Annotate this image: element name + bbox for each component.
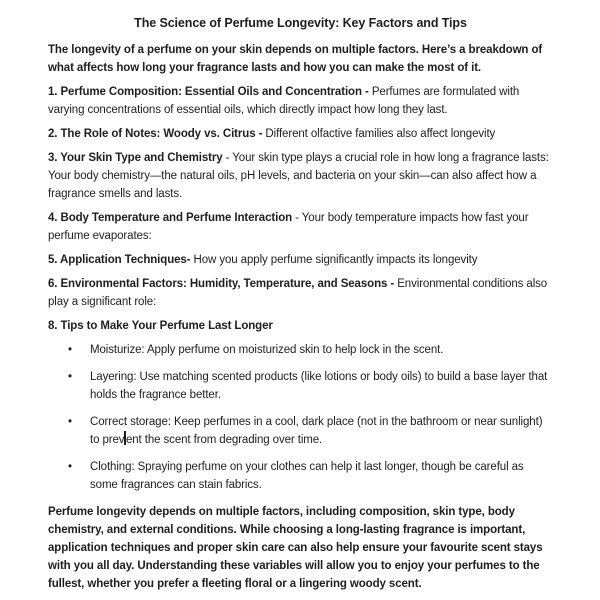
section-4-body: - Your body temperature impacts how fast your perfume evaporates:: [48, 212, 529, 242]
section-6-heading: 6. Environmental Factors: Humidity, Temperature, and Seasons -: [48, 278, 395, 290]
bullet-icon: •: [68, 461, 72, 473]
bullet-icon: •: [68, 344, 72, 356]
bullet-icon: •: [68, 371, 72, 383]
tips-heading: 8. Tips to Make Your Perfume Last Longer: [48, 320, 273, 332]
section-2-paragraph: [48, 125, 553, 143]
bullet-text: Clothing: Spraying perfume on your clothes can help it last longer, though be careful as some fragrances can stain fabrics.: [90, 461, 524, 491]
bullet-text: Moisturize: Apply perfume on moisturized skin to help lock in the scent.: [90, 344, 444, 356]
bullet-text-after-caret: ent the scent from degrading over time.: [125, 434, 323, 446]
list-item-clothing: [48, 458, 553, 494]
section-2-heading: 2. The Role of Notes: Woody vs. Citrus -: [48, 128, 263, 140]
section-5-body: How you apply perfume significantly impacts its longevity: [190, 254, 478, 266]
section-6-body: Environmental conditions also play a significant role:: [48, 278, 548, 308]
tips-list: [48, 341, 553, 494]
list-item-moisturize: [48, 341, 553, 359]
section-6-paragraph: [48, 275, 553, 311]
list-item-correct-storage: [48, 413, 553, 449]
section-2-body: Different olfactive families also affect longevity: [262, 128, 496, 140]
section-4-heading: 4. Body Temperature and Perfume Interaction: [48, 212, 293, 224]
bullet-text-before-caret: Correct storage: Keep perfumes in a cool, dark place (not in the bathroom or near sunlight) to prev: [90, 416, 543, 446]
bullet-icon: •: [68, 416, 72, 428]
section-1-body: Perfumes are formulated with varying concentrations of essential oils, which directly impact how long they last.: [48, 86, 520, 116]
section-3-body: - Your skin type plays a crucial role in how long a fragrance lasts: Your body chemistry—the natural oils, pH levels, and bacteria on your skin—can also affect how a fragrance smells and lasts.: [48, 152, 549, 200]
section-1-heading: 1. Perfume Composition: Essential Oils and Concentration -: [48, 86, 369, 98]
intro-paragraph: The longevity of a perfume on your skin depends on multiple factors. Here’s a breakdown of what affects how long your fragrance lasts and how you can make the most of it.: [48, 44, 543, 74]
section-3-heading: 3. Your Skin Type and Chemistry: [48, 152, 223, 164]
section-3-paragraph: [48, 149, 553, 203]
section-4-paragraph: [48, 209, 553, 245]
section-1-paragraph: [48, 83, 553, 119]
bullet-text: Layering: Use matching scented products (like lotions or body oils) to build a base layer that holds the fragrance better.: [90, 371, 548, 401]
section-5-paragraph: [48, 251, 553, 269]
document-title: The Science of Perfume Longevity: Key Factors and Tips: [134, 16, 467, 30]
list-item-layering: [48, 368, 553, 404]
conclusion-paragraph: Perfume longevity depends on multiple factors, including composition, skin type, body chemistry, and external conditions. While choosing a long-lasting fragrance is important, application techniques and proper skin care can also help ensure your favourite scent stays with you all day. Understanding these variables will allow you to enjoy your perfumes to the fullest, whether you prefer a fleeting floral or a lingering woody scent.: [48, 506, 543, 590]
section-5-heading: 5. Application Techniques-: [48, 254, 191, 266]
